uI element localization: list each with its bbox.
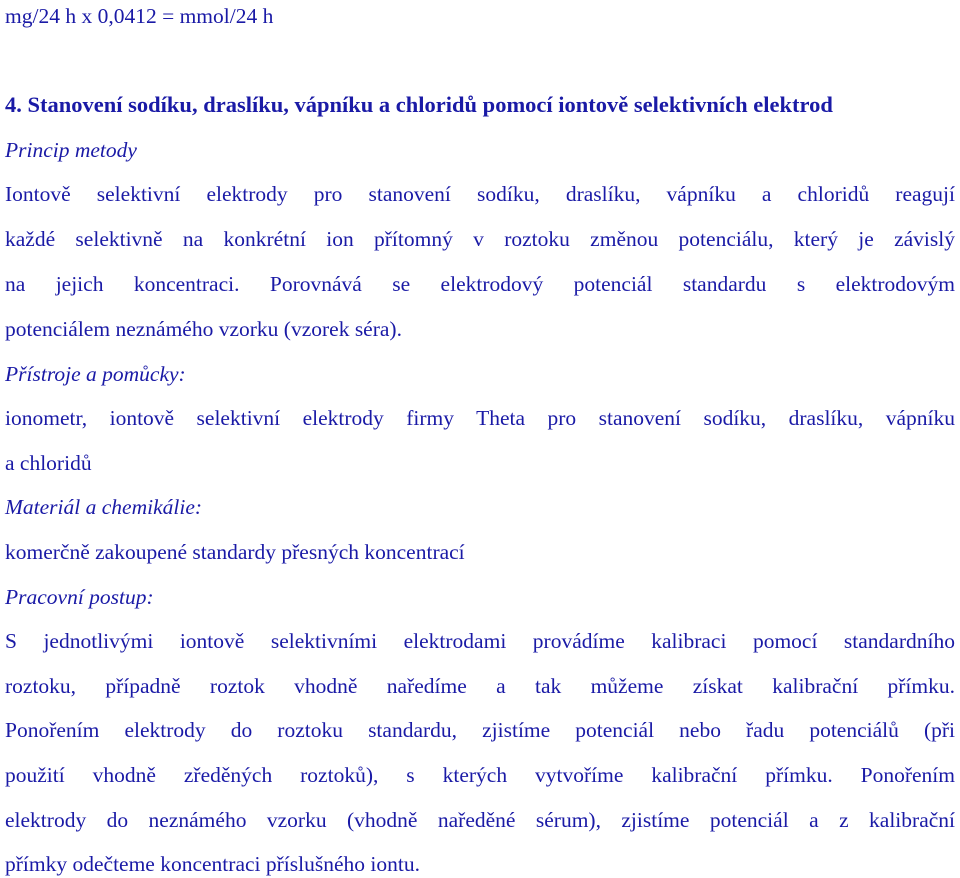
materials-line: komerčně zakoupené standardy přesných koncentrací (5, 540, 465, 564)
materials-heading: Materiál a chemikálie: (5, 495, 203, 519)
instruments-line: ionometr, iontově selektivní elektrody firmy Theta pro stanovení sodíku, draslíku, vápníku (5, 406, 955, 430)
procedure-heading: Pracovní postup: (5, 585, 154, 609)
procedure-line: použití vhodně zředěných roztoků), s kterých vytvoříme kalibrační přímku. Ponořením (5, 763, 955, 787)
procedure-line: elektrody do neznámého vzorku (vhodně naředěné sérum), zjistíme potenciál a z kalibrační (5, 808, 955, 832)
principle-heading: Princip metody (5, 138, 137, 162)
principle-line: potenciálem neznámého vzorku (vzorek séra). (5, 317, 402, 341)
instruments-line: a chloridů (5, 451, 92, 475)
procedure-line: Ponořením elektrody do roztoku standardu, zjistíme potenciál nebo řadu potenciálů (při (5, 718, 955, 742)
principle-line: Iontově selektivní elektrody pro stanovení sodíku, draslíku, vápníku a chloridů reagují (5, 182, 955, 206)
procedure-line: přímky odečteme koncentraci příslušného iontu. (5, 852, 420, 876)
procedure-line: S jednotlivými iontově selektivními elektrodami provádíme kalibraci pomocí standardního (5, 629, 955, 653)
section-title: 4. Stanovení sodíku, draslíku, vápníku a chloridů pomocí iontově selektivních elektrod (5, 92, 833, 117)
procedure-line: roztoku, případně roztok vhodně naředíme a tak můžeme získat kalibrační přímku. (5, 674, 955, 698)
formula-line: mg/24 h x 0,0412 = mmol/24 h (5, 4, 274, 28)
principle-line: na jejich koncentraci. Porovnává se elektrodový potenciál standardu s elektrodovým (5, 272, 955, 296)
principle-line: každé selektivně na konkrétní ion přítomný v roztoku změnou potenciálu, který je závislý (5, 227, 955, 251)
instruments-heading: Přístroje a pomůcky: (5, 362, 186, 386)
